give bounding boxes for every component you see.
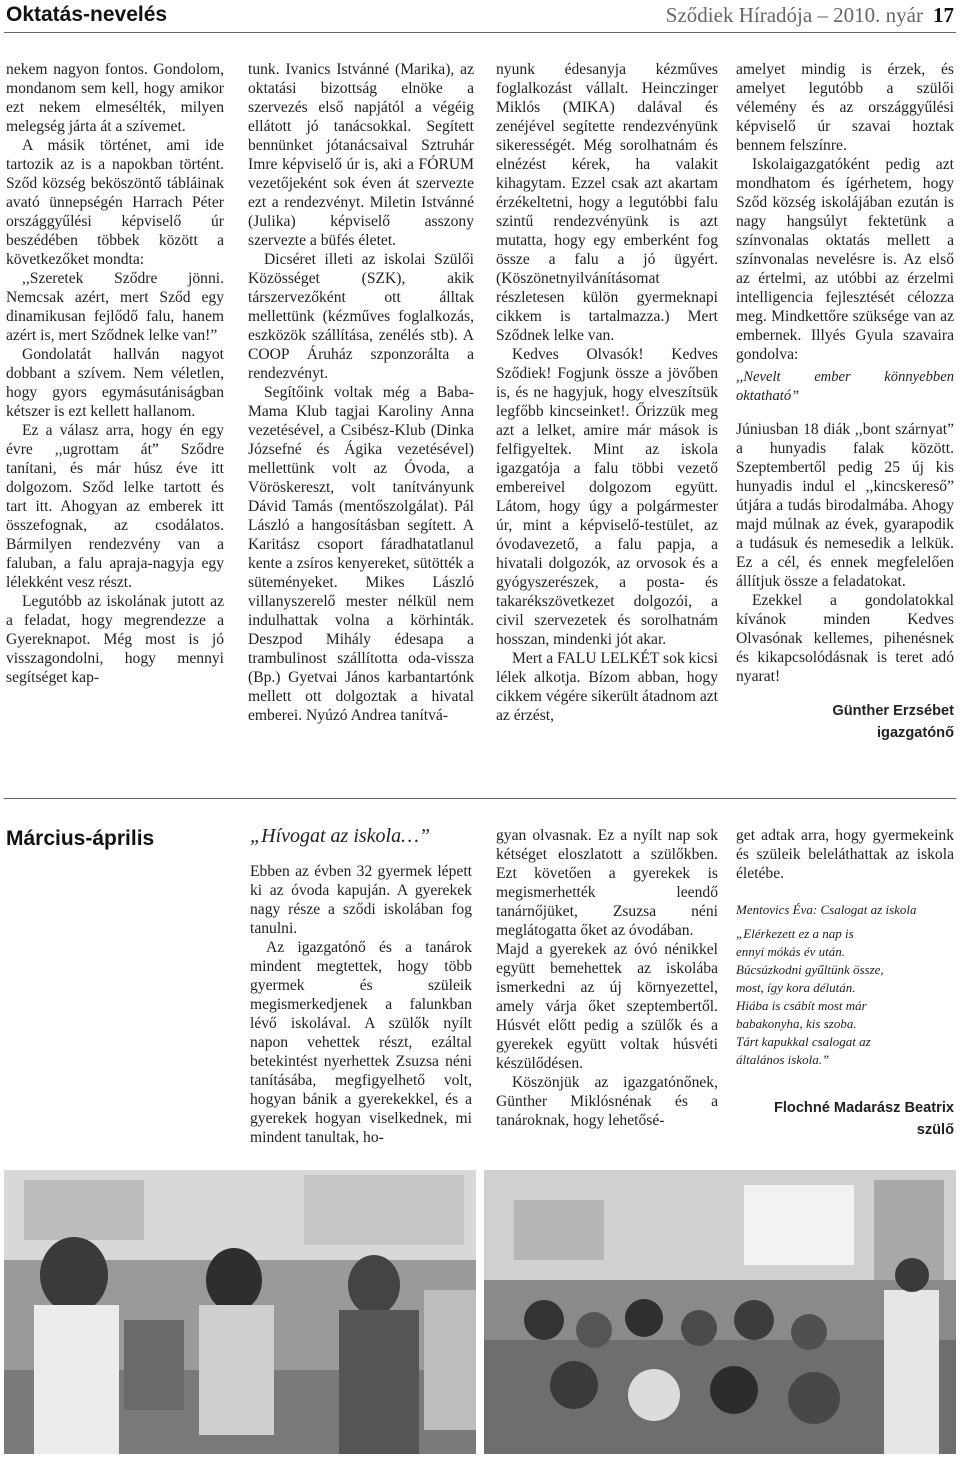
paragraph: tunk. Ivanics Istvánné (Marika), az oktatási bizottság elnöke a szervezés első napjától a végéig ellátott jó tanácsokkal. Segített bennünket jótanácsaival Sztruhár Imre képviselő úr is, aki a FÓRUM vezetőjeként sok éven át szervezte ezt a rendezvényt. Miletin Istvánné (Julika) képviselő asszony szervezte a büfés életet. <box>248 61 474 249</box>
photo-classroom-children <box>484 1170 956 1454</box>
signature-name: Günther Erzsébet <box>832 703 954 719</box>
poem-line: most, így kora délután. <box>736 980 856 995</box>
article2-column-2 <box>496 826 718 1130</box>
paragraph: get adtak arra, hogy gyermekeink és szüleik beleláthattak az iskola életébe. <box>736 827 954 882</box>
poem-line: babakonyha, kis szoba. <box>736 1016 857 1031</box>
paragraph: Köszönjük az igazgatónőnek, Günther Miklósnénak és a tanároknak, hogy lehetősé- <box>496 1074 718 1129</box>
magazine-title <box>666 3 954 28</box>
paragraph: Gondolatát hallván nagyot dobbant a szívem. Nem véletlen, hogy gyors egymásutániságban kétszer is ezt kellett hallanom. <box>6 346 224 420</box>
photo-children-playing <box>4 1170 476 1454</box>
poem-title: Mentovics Éva: Csalogat az iskola <box>736 902 917 917</box>
header-rule <box>4 32 956 33</box>
section-title: Oktatás-nevelés <box>6 3 168 26</box>
article2-column-1 <box>250 824 472 1147</box>
paragraph: Dicséret illeti az iskolai Szülői Közösséget (SZK), akik társzervezőként ott álltak mellettünk (kézműves foglalkozás, eszközök szállítása, zenélés stb). A COOP Áruház szponzorálta a rendezvényt. <box>248 251 474 382</box>
poem-line: Búcsúzkodni gyűltünk össze, <box>736 962 884 977</box>
article2-headline: „Hívogat az iskola…” <box>250 825 431 847</box>
magazine-name: Sződiek Híradója – 2010. nyár <box>665 3 923 27</box>
page-header <box>0 0 960 36</box>
signature-name: Flochné Madarász Beatrix <box>773 1100 954 1116</box>
signature <box>736 700 954 744</box>
signature-title: szülő <box>916 1122 954 1138</box>
section2-title: Március-április <box>6 827 155 850</box>
paragraph: amelyet mindig is érzek, és amelyet legutóbb a szülői vélemény és az országgyűlési képviselő úr szavai hoztak bennem felszínre. <box>736 61 954 154</box>
paragraph: Ez a válasz arra, hogy én egy évre ,,ugrottam át” Sződre tanítani, és már húsz éve itt dolgozom. Sződ lelke tartott és tart itt. Ahogyan az emberek itt összefognak, az csodálatos. Bármilyen rendezvény van a faluban, a falu apraja-nagyja egy lélekként vesz részt. <box>6 422 224 591</box>
paragraph: Kedves Olvasók! Kedves Sződiek! Fogjunk össze a jövőben is, és ne hagyjuk, hogy elveszítsük legfőbb kincseinket!. Őrizzük meg azt a lelket, amire már mások is felfigyeltek. Mint az iskola igazgatója a falu többi vezető embereivel dolgozom együtt. Látom, hogy úgy a polgármester úr, mint a képviselő-testület, az óvodavezető, a falu papja, a hivatali dolgozók, az orvosok és a gyógyszerészek, a posta- és takarékszövetkezet dolgozói, a civil szervezetek és sorolhatnám hosszan, mindenki jót akar. <box>496 346 718 648</box>
paragraph: Segítőink voltak még a Baba-Mama Klub tagjai Karoliny Anna vezetésével, a Csibész-Klub (Dinka Józsefné és Ágika vezetésével) mellettünk volt az Óvoda, a Vöröskereszt, volt tanítványunk Dávid Tamás (mentőszolgálat). Pál László a hangosításban segített. A Karitász csoport fáradhatatlanul kente a zsíros kenyereket, sütötték a süteményeket. Mikes László villanyszerelő mester nélkül nem indulhattak volna a körhinták. Deszpod Mihály édesapa a trambulinost szállította oda-vissza (Bp.) Gyetvai János karbantartónk mellett ott dolgoztak a hivatal emberei. Nyúzó Andrea tanítvá- <box>248 384 474 724</box>
article1-column-3 <box>496 60 718 725</box>
signature-title: igazgatónő <box>876 725 954 741</box>
quote: ,,Nevelt ember könnyebben oktatható” <box>736 369 954 404</box>
article1-column-2 <box>248 60 474 725</box>
poem-line: ennyi mókás év után. <box>736 944 846 959</box>
signature <box>736 1097 954 1141</box>
paragraph: nyunk édesanyja kézműves foglalkozást vállalt. Heinczinger Miklós (MIKA) dalával és zenéjével segítette rendezvényünk sikerességét. Még sorolhatnám és elnézést kérek, ha valakit kihagytam. Ezzel csak azt akartam érzékeltetni, hogy a legutóbbi falu szintű rendezvényünk is azt mutatta, hogy egy emberként fog össze a falu a jó ügyért. (Köszönetnyilvánításomat részletesen külön gyermeknapi cikkem is tartalmazza.) Mert Sződnek lelke van. <box>496 61 718 344</box>
paragraph: Majd a gyerekek az óvó nénikkel együtt bemehettek az iskolába ismerkedni az új környezettel, amely várja őket szeptembertől. Húsvét előtt pedig a szülők és a gyerekek együtt voltak húsvéti készülődésen. <box>496 941 718 1072</box>
paragraph: ,,Szeretek Sződre jönni. Nemcsak azért, mert Sződ egy dinamikusan fejlődő falu, hanem azért is, mert Sződnek lelke van!” <box>6 270 224 344</box>
page-number: 17 <box>933 3 954 27</box>
paragraph: A másik történet, ami ide tartozik az is a napokban történt. Sződ község beköszöntő tábláinak avató ünnepségén Harrach Péter országgyűlési képviselő úr beszédében többek között a következőket mondta: <box>6 137 224 268</box>
poem-line: Tárt kapukkal csalogat az <box>736 1034 871 1049</box>
paragraph: Ebben az évben 32 gyermek lépett ki az óvoda kapuján. A gyerekek nagy része a sződi iskolában fog tanulni. <box>250 863 472 937</box>
paragraph: Iskolaigazgatóként pedig azt mondhatom és ígérhetem, hogy Sződ község iskolájában ezután is nagy hangsúlyt fektetünk a színvonalas oktatás mellett a színvonalas nevelésre is. Az első az értelmi, az utóbbi az érzelmi intelligencia fejlesztését célozza meg. Mindkettőre szüksége van az embernek. Illyés Gyula szavaira gondolva: <box>736 156 954 363</box>
paragraph: Mert a FALU LELKÉT sok kicsi lélek alkotja. Bízom abban, hogy cikkem végére sikerült átadnom azt az érzést, <box>496 650 719 724</box>
section-divider <box>4 798 956 799</box>
paragraph: Legutóbb az iskolának jutott az a feladat, hogy megrendezze a Gyereknapot. Még most is jó visszagondolni, hogy mennyi segítséget kap- <box>6 593 224 686</box>
poem-line: általános iskola.” <box>736 1052 830 1067</box>
poem <box>736 901 954 1069</box>
paragraph: gyan olvasnak. Ez a nyílt nap sok kétséget eloszlatott a szülőkben. Ezt követően a gyerekek is megismerhették leendő tanárnőjüket, Zsuzsa néni meglátogatta őket az óvodában. <box>496 827 718 939</box>
poem-line: Hiába is csábít most már <box>736 998 867 1013</box>
article1-column-4 <box>736 60 954 744</box>
paragraph: Júniusban 18 diák ,,bont szárnyat” a hunyadis falak között. Szeptembertől pedig 25 új kis hunyadis indul el ,,kincskereső” útjára a tudás birodalmába. Ahogy majd múlnak az évek, gyarapodik a tudásuk és nemesedik a lelkük. Ez a cél, és ennek megfelelően állítjuk össze a feladatokat. <box>736 421 954 590</box>
article1-column-1 <box>6 60 224 687</box>
paragraph: nekem nagyon fontos. Gondolom, mondanom sem kell, hogy amikor ezt nekem elmesélték, milyen melegség járta át a szívemet. <box>6 61 224 135</box>
paragraph: Az igazgatónő és a tanárok mindent megtettek, hogy több gyermek és szüleik megismerkedjenek a falunkban lévő iskolával. A szülők nyílt napon vehettek részt, ezáltal betekintést nyerhettek Zsuzsa néni tanításába, megfigyelhető volt, hogyan bánik a gyerekekkel, és a gyerekek hogyan viselkednek, mi mindent tanultak, ho- <box>250 939 472 1146</box>
paragraph: Ezekkel a gondolatokkal kívánok minden Kedves Olvasónak kellemes, pihenésnek és kikapcsolódásnak is teret adó nyarat! <box>736 592 954 685</box>
poem-line: „Elérkezett ez a nap is <box>736 926 854 941</box>
article2-column-3 <box>736 826 954 1141</box>
